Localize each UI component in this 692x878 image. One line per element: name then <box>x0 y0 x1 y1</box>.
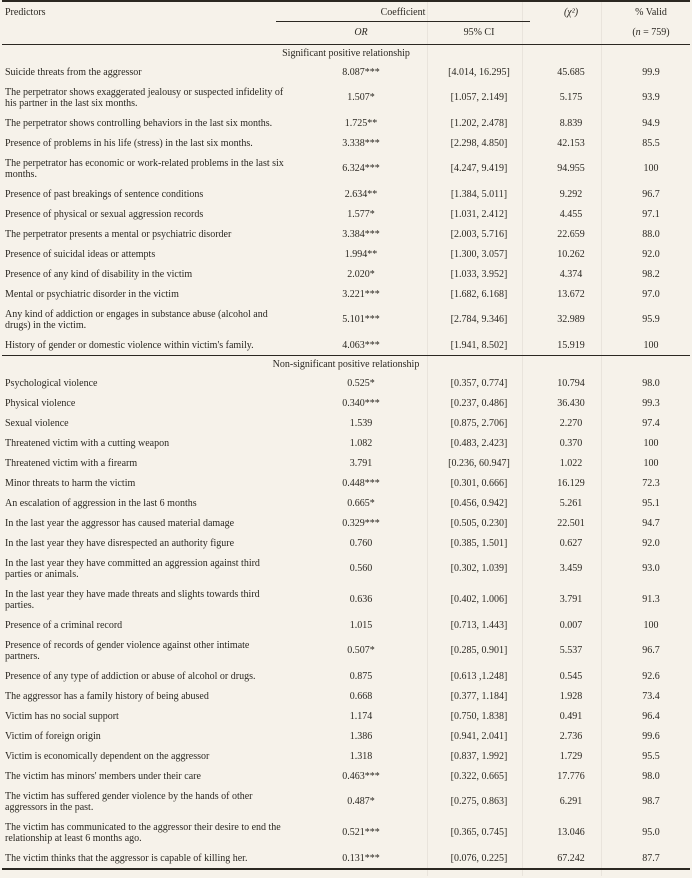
confidence-interval-cell: [0.302, 1.039] <box>450 563 508 574</box>
table-row <box>2 553 690 584</box>
predictor-cell: The perpetrator shows controlling behaviors in the last six months. <box>5 117 273 129</box>
chi-square-cell: 16.129 <box>557 477 585 489</box>
odds-ratio-cell: 1.386 <box>349 730 373 742</box>
predictor-cell: Presence of any kind of disability in the victim <box>5 268 193 280</box>
table-row <box>2 473 690 493</box>
percent-valid-cell: 72.3 <box>642 477 660 489</box>
confidence-interval-cell: [0.837, 1.992] <box>450 750 508 762</box>
confidence-interval-cell: [0.456, 0.942] <box>450 497 508 509</box>
table-row <box>2 533 690 553</box>
section-title: Non-significant positive relationship <box>2 356 690 374</box>
table-row <box>2 584 690 615</box>
odds-ratio-cell: 0.521*** <box>342 827 380 838</box>
coefficient-label: Coefficient <box>276 2 530 22</box>
odds-ratio-cell: 0.329*** <box>342 517 380 529</box>
confidence-interval-cell: [1.941, 8.502] <box>450 339 508 351</box>
predictor-cell: Presence of problems in his life (stress) in the last six months. <box>5 137 253 149</box>
percent-valid-cell: 100 <box>643 437 659 449</box>
odds-ratio-cell: 0.560 <box>349 563 373 574</box>
chi-square-cell: 1.729 <box>559 750 583 762</box>
sample-size-header: (n = 759) <box>632 27 670 38</box>
percent-valid-cell: 92.0 <box>642 537 660 549</box>
percent-valid-cell: 99.9 <box>642 66 660 78</box>
predictor-cell: The victim has minors' members under their care <box>5 770 201 782</box>
odds-ratio-cell: 1.507* <box>347 92 375 103</box>
table-row <box>2 304 690 335</box>
table-row <box>2 264 690 284</box>
predictor-cell: Presence of a criminal record <box>5 619 123 631</box>
confidence-interval-cell: [0.237, 0.486] <box>450 397 508 409</box>
percent-valid-cell: 93.0 <box>642 563 660 574</box>
table-row <box>2 393 690 413</box>
confidence-interval-cell: [1.033, 3.952] <box>450 268 508 280</box>
confidence-interval-cell: [1.682, 6.168] <box>450 288 508 300</box>
table-row <box>2 244 690 264</box>
percent-valid-cell: 96.7 <box>642 188 660 200</box>
predictor-cell: The victim has suffered gender violence by the hands of other aggressors in the past. <box>5 790 253 813</box>
odds-ratio-cell: 0.463*** <box>342 770 380 782</box>
confidence-interval-cell: [4.247, 9.419] <box>450 163 508 174</box>
chi-square-cell: 2.736 <box>559 730 583 742</box>
odds-ratio-cell: 0.760 <box>349 537 373 549</box>
predictor-cell: The victim thinks that the aggressor is capable of killing her. <box>5 852 248 864</box>
chi-square-cell: 45.685 <box>557 66 585 78</box>
odds-ratio-cell: 4.063*** <box>342 339 380 351</box>
table-row <box>2 224 690 244</box>
percent-valid-cell: 99.6 <box>642 730 660 742</box>
chi-square-cell: 13.046 <box>557 827 585 838</box>
table-row <box>2 726 690 746</box>
percent-valid-cell: 100 <box>643 339 659 351</box>
confidence-interval-cell: [1.031, 2.412] <box>450 208 508 220</box>
predictors-column-header: Predictors <box>5 7 46 18</box>
predictor-cell: Victim has no social support <box>5 710 119 722</box>
odds-ratio-cell: 0.131*** <box>342 852 380 864</box>
percent-valid-cell: 73.4 <box>642 690 660 702</box>
confidence-interval-cell: [0.301, 0.666] <box>450 477 508 489</box>
odds-ratio-cell: 0.636 <box>349 594 373 605</box>
predictor-cell: Threatened victim with a cutting weapon <box>5 437 170 449</box>
confidence-interval-cell: [0.236, 60.947] <box>448 457 510 469</box>
predictor-cell: Suicide threats from the aggressor <box>5 66 142 78</box>
table-row <box>2 635 690 666</box>
predictor-cell: In the last year the aggressor has caused material damage <box>5 517 235 529</box>
percent-valid-cell: 98.0 <box>642 770 660 782</box>
confidence-interval-cell: [1.202, 2.478] <box>450 117 508 129</box>
table-row <box>2 433 690 453</box>
table-row <box>2 513 690 533</box>
chi-square-cell: 13.672 <box>557 288 585 300</box>
odds-ratio-cell: 1.725** <box>344 117 378 129</box>
coefficient-group-header <box>294 1 530 22</box>
odds-ratio-cell: 0.507* <box>347 645 375 656</box>
predictor-cell: An escalation of aggression in the last 6 months <box>5 497 197 509</box>
predictor-cell: Any kind of addiction or engages in substance abuse (alcohol and drugs) in the victim. <box>5 308 268 331</box>
predictor-cell: Physical violence <box>5 397 76 409</box>
confidence-interval-cell: [0.402, 1.006] <box>450 594 508 605</box>
confidence-interval-cell: [1.057, 2.149] <box>450 92 508 103</box>
table-row <box>2 453 690 473</box>
odds-ratio-cell: 0.525* <box>347 377 375 389</box>
odds-ratio-cell: 0.668 <box>349 690 373 702</box>
section-title-row <box>2 356 690 374</box>
table-row <box>2 184 690 204</box>
confidence-interval-cell: [2.298, 4.850] <box>450 137 508 149</box>
percent-valid-cell: 94.7 <box>642 517 660 529</box>
confidence-interval-cell: [4.014, 16.295] <box>448 66 510 78</box>
chi-square-cell: 0.370 <box>559 437 583 449</box>
confidence-interval-cell: [0.750, 1.838] <box>450 710 508 722</box>
odds-ratio-cell: 1.994** <box>344 248 378 260</box>
chi-square-cell: 1.022 <box>559 457 583 469</box>
percent-valid-cell: 91.3 <box>642 594 660 605</box>
odds-ratio-cell: 3.791 <box>349 457 373 469</box>
predictor-cell: Presence of suicidal ideas or attempts <box>5 248 156 260</box>
table-row <box>2 113 690 133</box>
odds-ratio-cell: 0.448*** <box>342 477 380 489</box>
confidence-interval-cell: [0.385, 1.501] <box>450 537 508 549</box>
percent-valid-cell: 95.5 <box>642 750 660 762</box>
predictor-cell: Presence of records of gender violence against other intimate partners. <box>5 639 250 662</box>
predictor-cell: Threatened victim with a firearm <box>5 457 138 469</box>
chi-square-cell: 3.459 <box>559 563 583 574</box>
predictor-cell: The perpetrator has economic or work-related problems in the last six months. <box>5 157 284 180</box>
odds-ratio-cell: 3.338*** <box>342 137 380 149</box>
section-title-row <box>2 45 690 63</box>
confidence-interval-cell: [0.505, 0.230] <box>450 517 508 529</box>
table-row <box>2 766 690 786</box>
percent-valid-cell: 88.0 <box>642 228 660 240</box>
predictor-cell: The victim has communicated to the aggressor their desire to end the relationship at least 6 months ago. <box>5 821 281 844</box>
table-row <box>2 746 690 766</box>
chi-square-cell: 67.242 <box>557 852 585 864</box>
odds-ratio-cell: 1.577* <box>347 208 375 220</box>
predictor-cell: Victim is economically dependent on the aggressor <box>5 750 210 762</box>
percent-valid-cell: 97.4 <box>642 417 660 429</box>
chi-square-cell: 2.270 <box>559 417 583 429</box>
confidence-interval-cell: [0.713, 1.443] <box>450 619 508 631</box>
regression-results-table <box>2 0 690 870</box>
percent-valid-column-header: % Valid <box>635 7 667 18</box>
confidence-interval-cell: [0.322, 0.665] <box>450 770 508 782</box>
table-row <box>2 493 690 513</box>
confidence-interval-cell: [0.357, 0.774] <box>450 377 508 389</box>
odds-ratio-column-header: OR <box>354 27 368 38</box>
chi-square-cell: 36.430 <box>557 397 585 409</box>
odds-ratio-cell: 5.101*** <box>342 314 380 325</box>
percent-valid-cell: 100 <box>643 457 659 469</box>
odds-ratio-cell: 0.875 <box>349 670 373 682</box>
confidence-interval-cell: [2.003, 5.716] <box>450 228 508 240</box>
percent-valid-cell: 100 <box>643 619 659 631</box>
table-row <box>2 335 690 356</box>
predictor-cell: The aggressor has a family history of being abused <box>5 690 209 702</box>
chi-square-column-header: (χ²) <box>563 7 579 18</box>
predictor-cell: In the last year they have made threats and slights towards third parties. <box>5 588 260 611</box>
chi-square-cell: 0.627 <box>559 537 583 549</box>
confidence-interval-cell: [0.285, 0.901] <box>450 645 508 656</box>
odds-ratio-cell: 0.665* <box>347 497 375 509</box>
chi-square-cell: 4.455 <box>559 208 583 220</box>
percent-valid-cell: 87.7 <box>642 852 660 864</box>
percent-valid-cell: 95.1 <box>642 497 660 509</box>
odds-ratio-cell: 0.340*** <box>342 397 380 409</box>
confidence-interval-cell: [0.941, 2.041] <box>450 730 508 742</box>
odds-ratio-cell: 3.384*** <box>342 228 380 240</box>
table-row <box>2 786 690 817</box>
predictor-cell: Presence of any type of addiction or abuse of alcohol or drugs. <box>5 670 256 682</box>
percent-valid-cell: 93.9 <box>642 92 660 103</box>
chi-square-cell: 22.501 <box>557 517 585 529</box>
percent-valid-cell: 98.0 <box>642 377 660 389</box>
percent-valid-cell: 97.0 <box>642 288 660 300</box>
confidence-interval-cell: [0.483, 2.423] <box>450 437 508 449</box>
table-row <box>2 817 690 848</box>
predictor-cell: History of gender or domestic violence within victim's family. <box>5 339 254 351</box>
percent-valid-cell: 99.3 <box>642 397 660 409</box>
predictor-cell: Minor threats to harm the victim <box>5 477 136 489</box>
predictor-cell: Sexual violence <box>5 417 69 429</box>
chi-square-cell: 32.989 <box>557 314 585 325</box>
confidence-interval-cell: [0.365, 0.745] <box>450 827 508 838</box>
confidence-interval-cell: [0.377, 1.184] <box>450 690 508 702</box>
odds-ratio-cell: 1.174 <box>349 710 373 722</box>
predictor-cell: The perpetrator presents a mental or psychiatric disorder <box>5 228 232 240</box>
table-row <box>2 284 690 304</box>
percent-valid-cell: 96.4 <box>642 710 660 722</box>
chi-square-cell: 9.292 <box>559 188 583 200</box>
odds-ratio-cell: 3.221*** <box>342 288 380 300</box>
percent-valid-cell: 98.7 <box>642 796 660 807</box>
confidence-interval-cell: [1.384, 5.011] <box>450 188 508 200</box>
table-row <box>2 373 690 393</box>
chi-square-cell: 22.659 <box>557 228 585 240</box>
percent-valid-cell: 85.5 <box>642 137 660 149</box>
predictor-cell: Presence of past breakings of sentence conditions <box>5 188 204 200</box>
table-row <box>2 133 690 153</box>
chi-square-cell: 42.153 <box>557 137 585 149</box>
table-row <box>2 615 690 635</box>
confidence-interval-cell: [0.076, 0.225] <box>450 852 508 864</box>
chi-square-cell: 5.175 <box>559 92 583 103</box>
percent-valid-cell: 100 <box>643 163 659 174</box>
predictor-cell: Psychological violence <box>5 377 98 389</box>
chi-square-cell: 0.491 <box>559 710 583 722</box>
predictor-cell: In the last year they have committed an aggression against third parties or animals. <box>5 557 260 580</box>
percent-valid-cell: 94.9 <box>642 117 660 129</box>
percent-valid-cell: 92.6 <box>642 670 660 682</box>
chi-square-cell: 5.261 <box>559 497 583 509</box>
chi-square-cell: 6.291 <box>559 796 583 807</box>
chi-square-cell: 1.928 <box>559 690 583 702</box>
odds-ratio-cell: 1.082 <box>349 437 373 449</box>
table-row <box>2 62 690 82</box>
table-row <box>2 848 690 869</box>
chi-square-cell: 0.545 <box>559 670 583 682</box>
confidence-interval-cell: [2.784, 9.346] <box>450 314 508 325</box>
predictor-cell: Presence of physical or sexual aggression records <box>5 208 204 220</box>
odds-ratio-cell: 1.539 <box>349 417 373 429</box>
chi-square-cell: 8.839 <box>559 117 583 129</box>
chi-square-cell: 10.794 <box>557 377 585 389</box>
predictor-cell: The perpetrator shows exaggerated jealousy or suspected infidelity of his partner in the last six months. <box>5 86 284 109</box>
confidence-interval-cell: [1.300, 3.057] <box>450 248 508 260</box>
confidence-interval-cell: [0.613 ,1.248] <box>450 670 508 682</box>
confidence-interval-cell: [0.275, 0.863] <box>450 796 508 807</box>
table-header <box>2 1 690 45</box>
chi-square-cell: 3.791 <box>559 594 583 605</box>
predictor-cell: Mental or psychiatric disorder in the victim <box>5 288 179 300</box>
table-row <box>2 413 690 433</box>
confidence-interval-cell: [0.875, 2.706] <box>450 417 508 429</box>
table-row <box>2 204 690 224</box>
table-row <box>2 82 690 113</box>
table-row <box>2 153 690 184</box>
chi-square-cell: 4.374 <box>559 268 583 280</box>
odds-ratio-cell: 2.634** <box>344 188 378 200</box>
table-row <box>2 666 690 686</box>
confidence-interval-column-header: 95% CI <box>463 27 495 38</box>
odds-ratio-cell: 8.087*** <box>342 66 380 78</box>
predictor-cell: In the last year they have disrespected an authority figure <box>5 537 235 549</box>
odds-ratio-cell: 6.324*** <box>342 163 380 174</box>
chi-square-cell: 10.262 <box>557 248 585 260</box>
percent-valid-cell: 92.0 <box>642 248 660 260</box>
percent-valid-cell: 98.2 <box>642 268 660 280</box>
percent-valid-cell: 97.1 <box>642 208 660 220</box>
empty-header-cell <box>530 22 612 45</box>
odds-ratio-cell: 1.318 <box>349 750 373 762</box>
chi-square-cell: 0.007 <box>559 619 583 631</box>
chi-square-cell: 17.776 <box>557 770 585 782</box>
odds-ratio-cell: 2.020* <box>347 268 375 280</box>
chi-square-cell: 15.919 <box>557 339 585 351</box>
table-row <box>2 706 690 726</box>
chi-square-cell: 94.955 <box>557 163 585 174</box>
section-title: Significant positive relationship <box>282 48 410 59</box>
chi-square-cell: 5.537 <box>559 645 583 656</box>
percent-valid-cell: 95.0 <box>642 827 660 838</box>
percent-valid-cell: 96.7 <box>642 645 660 656</box>
odds-ratio-cell: 1.015 <box>349 619 373 631</box>
odds-ratio-cell: 0.487* <box>347 796 375 807</box>
table-body <box>2 45 690 870</box>
percent-valid-cell: 95.9 <box>642 314 660 325</box>
predictor-cell: Victim of foreign origin <box>5 730 101 742</box>
table-row <box>2 686 690 706</box>
